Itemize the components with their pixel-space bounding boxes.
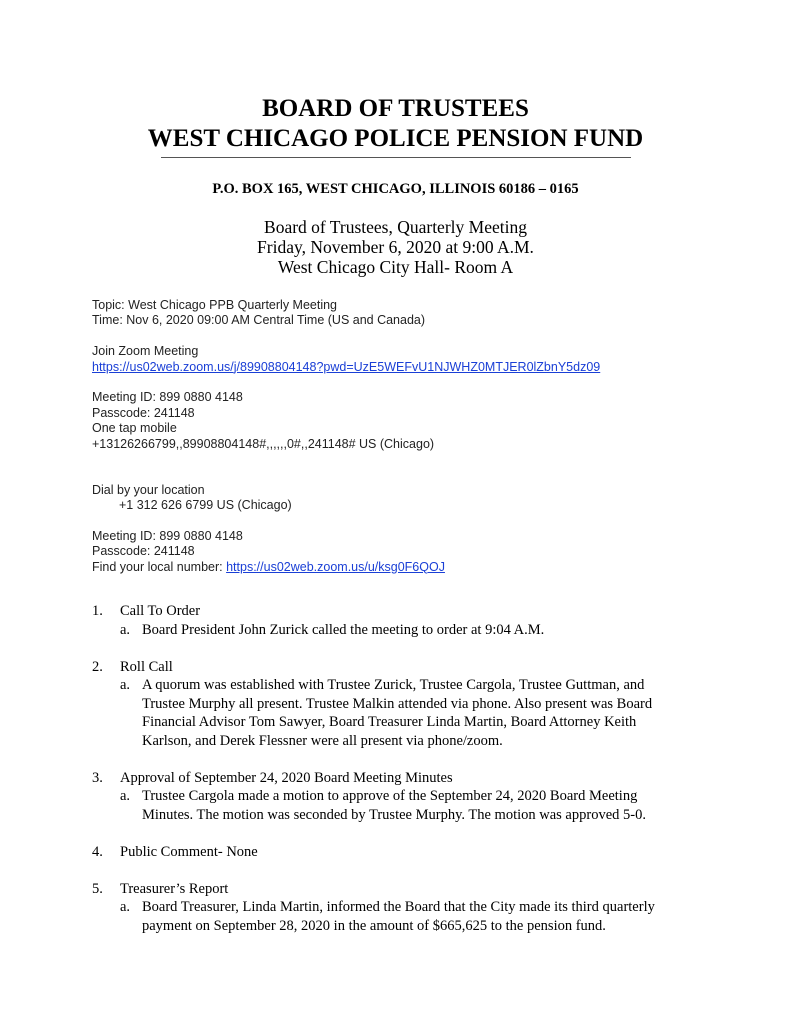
agenda-item-number: 3. [92,769,103,786]
agenda-item-title: Treasurer’s Report [120,880,229,897]
agenda-item-title: Roll Call [120,658,173,675]
agenda-subitem-line: Minutes. The motion was seconded by Trustee Murphy. The motion was approved 5-0. [142,806,646,823]
agenda-item-number: 1. [92,603,103,619]
zoom-join-link[interactable]: https://us02web.zoom.us/j/89908804148?pwd=UzE5WEFvU1NJWHZ0MTJER0lZbnY5dz09 [92,359,601,374]
agenda-item-title: Call To Order [120,603,201,619]
zoom-passcode: Passcode: 241148 [92,405,195,420]
agenda-subitem-line: Board President John Zurick called the meeting to order at 9:04 A.M. [142,621,545,638]
zoom-dial-label: Dial by your location [92,482,205,497]
zoom-meeting-id-2: Meeting ID: 899 0880 4148 [92,528,243,543]
agenda-item [92,769,732,825]
title-line-1: BOARD OF TRUSTEES [262,95,529,122]
agenda-subitem-letter: a. [120,899,131,915]
agenda-item-number: 5. [92,880,103,897]
meeting-header [0,217,791,277]
agenda-list [92,602,732,935]
meeting-type: Board of Trustees, Quarterly Meeting [264,217,527,237]
agenda-subitem-letter: a. [120,788,131,804]
zoom-topic: Topic: West Chicago PPB Quarterly Meeting [92,298,338,312]
agenda-item-title: Public Comment- None [120,843,258,860]
agenda-item-number: 4. [92,843,103,860]
agenda-subitem-line: Board Treasurer, Linda Martin, informed the Board that the City made its third quarterly [142,899,655,915]
agenda-item [92,602,732,639]
agenda-subitem-letter: a. [120,621,131,638]
title-divider [161,157,631,158]
agenda-item [92,658,732,751]
mailing-address: P.O. BOX 165, WEST CHICAGO, ILLINOIS 60186 – 0165 [212,181,579,197]
zoom-details [92,298,732,575]
zoom-one-tap-number: +13126266799,,89908804148#,,,,,,0#,,241148# US (Chicago) [92,436,435,451]
title-line-2: WEST CHICAGO POLICE PENSION FUND [147,125,644,152]
agenda-subitem-line: Financial Advisor Tom Sawyer, Board Treasurer Linda Martin, Board Attorney Keith [142,714,637,730]
agenda-subitem-line: A quorum was established with Trustee Zurick, Trustee Cargola, Trustee Guttman, and [142,677,645,693]
agenda-subitem-line: Trustee Murphy all present. Trustee Malkin attended via phone. Also present was Board [142,695,653,712]
agenda-item [92,880,732,936]
zoom-meeting-id: Meeting ID: 899 0880 4148 [92,390,243,405]
zoom-find-local-label: Find your local number: [92,559,227,574]
agenda-subitem-letter: a. [120,677,131,693]
agenda-item-title: Approval of September 24, 2020 Board Meeting Minutes [120,769,453,786]
meeting-date: Friday, November 6, 2020 at 9:00 A.M. [257,237,534,257]
agenda-subitem-line: Karlson, and Derek Flessner were all present via phone/zoom. [142,732,503,749]
agenda-item-number: 2. [92,658,103,675]
agenda-item [92,843,732,862]
meeting-location: West Chicago City Hall- Room A [277,257,514,277]
zoom-join-label: Join Zoom Meeting [92,344,199,359]
agenda-subitem-line: payment on September 28, 2020 in the amount of $665,625 to the pension fund. [142,917,606,934]
zoom-passcode-2: Passcode: 241148 [92,544,195,559]
zoom-find-local-link[interactable]: https://us02web.zoom.us/u/ksg0F6QOJ [226,559,445,574]
agenda-subitem-line: Trustee Cargola made a motion to approve of the September 24, 2020 Board Meeting [142,788,638,804]
zoom-time: Time: Nov 6, 2020 09:00 AM Central Time (US and Canada) [92,313,426,328]
zoom-dial-number: +1 312 626 6799 US (Chicago) [119,498,292,513]
zoom-one-tap-label: One tap mobile [92,421,177,436]
